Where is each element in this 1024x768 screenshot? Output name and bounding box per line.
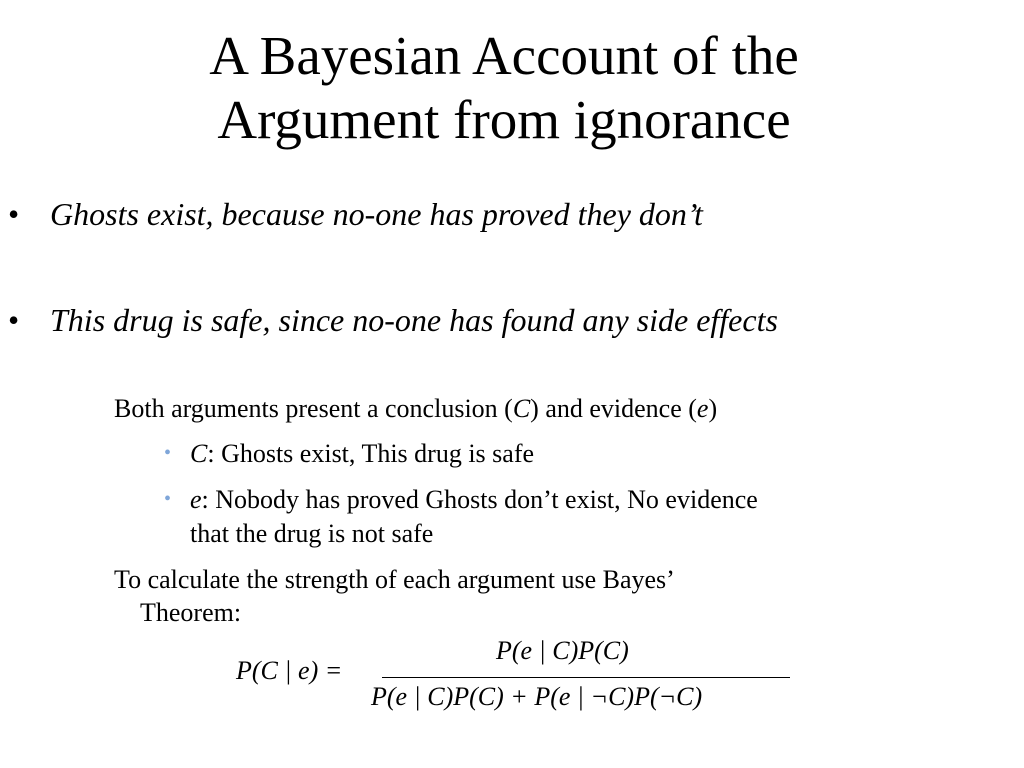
subbullet-evidence — [164, 482, 758, 551]
subbullet-text-continued: that the drug is not safe — [190, 519, 434, 548]
para1-middle: ) and evidence ( — [530, 394, 697, 423]
bullet-drug — [8, 300, 778, 340]
subbullet-var: C — [190, 439, 208, 468]
slide-title — [0, 24, 1008, 152]
para1-before: Both arguments present a conclusion ( — [114, 394, 513, 423]
bullet-text: Ghosts exist, because no-one has proved they don’t — [50, 196, 703, 232]
subbullet-marker: • — [164, 442, 172, 464]
para2-line-2: Theorem: — [140, 598, 242, 627]
title-line-2: Argument from ignorance — [217, 89, 791, 150]
bullet-marker: • — [8, 302, 20, 338]
para1-after: ) — [708, 394, 718, 423]
para2-line-1: To calculate the strength of each argument use Bayes’ — [114, 565, 675, 594]
var-e: e — [696, 394, 709, 423]
subbullet-text: : Ghosts exist, This drug is safe — [207, 439, 535, 468]
bayes-intro-paragraph — [114, 563, 675, 629]
formula-lhs: P(C | e) = — [236, 656, 343, 685]
subbullet-text: : Nobody has proved Ghosts don’t exist, No evidence — [201, 485, 758, 514]
subbullet-conclusion — [164, 436, 534, 471]
subbullet-var: e — [190, 485, 202, 514]
fraction-bar — [382, 677, 790, 678]
bullet-marker: • — [8, 196, 20, 232]
var-c: C — [512, 394, 531, 423]
bullet-ghosts — [8, 194, 703, 234]
subbullet-marker: • — [164, 488, 172, 510]
conclusion-evidence-paragraph — [114, 392, 717, 425]
formula-denominator: P(e | C)P(C) + P(e | ¬C)P(¬C) — [371, 682, 703, 711]
title-line-1: A Bayesian Account of the — [209, 25, 799, 86]
bullet-text: This drug is safe, since no-one has found any side effects — [50, 302, 778, 338]
formula-numerator: P(e | C)P(C) — [496, 636, 629, 665]
